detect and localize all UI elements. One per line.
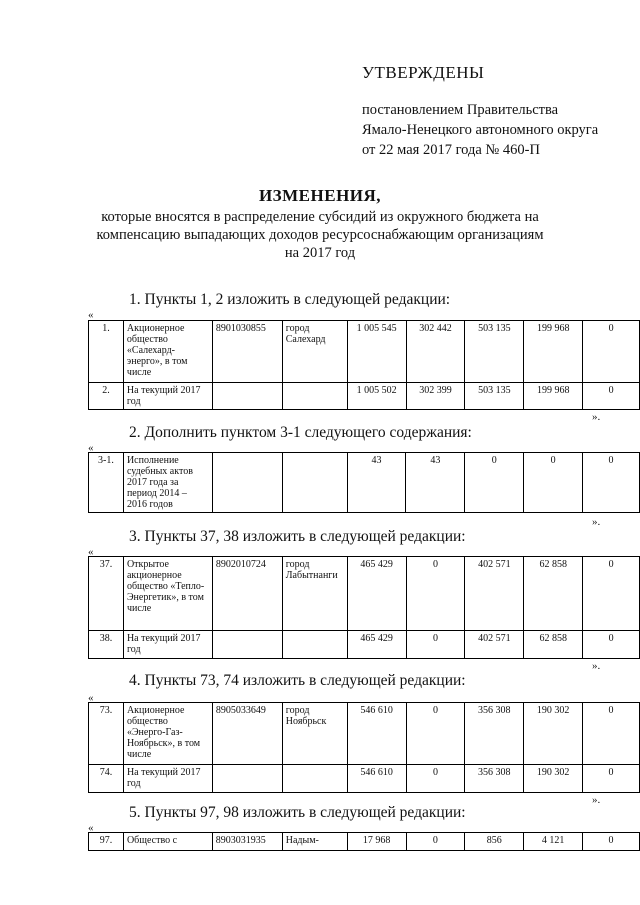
table-cell bbox=[212, 453, 282, 513]
table-row bbox=[89, 557, 640, 631]
table-cell: Акционерное общество «Энерго-Газ-Ноябрьск», в том числе bbox=[123, 703, 212, 765]
approval-line-1: постановлением Правительства bbox=[362, 102, 559, 118]
amendment-table-2 bbox=[88, 452, 640, 513]
table-cell: 97. bbox=[89, 833, 124, 851]
table-cell: 62 858 bbox=[524, 631, 583, 659]
table-cell bbox=[212, 765, 282, 793]
table-cell: 402 571 bbox=[465, 631, 524, 659]
table-cell: 199 968 bbox=[524, 321, 583, 383]
section-heading-2: 2. Дополнить пунктом 3-1 следующего содержания: bbox=[129, 424, 472, 441]
subtitle-line-1: которые вносятся в распределение субсидий из окружного бюджета на bbox=[101, 209, 539, 225]
section-heading-4: 4. Пункты 73, 74 изложить в следующей редакции: bbox=[129, 672, 466, 689]
table-row bbox=[89, 631, 640, 659]
open-quote: « bbox=[88, 442, 94, 454]
table-cell: 0 bbox=[583, 453, 640, 513]
table-row bbox=[89, 321, 640, 383]
table-cell: На текущий 2017 год bbox=[123, 631, 212, 659]
approval-title: УТВЕРЖДЕНЫ bbox=[362, 63, 485, 82]
table-row bbox=[89, 453, 640, 513]
table-cell: город Ноябрьск bbox=[282, 703, 347, 765]
table-cell: 43 bbox=[347, 453, 406, 513]
table-cell: 38. bbox=[89, 631, 124, 659]
table-cell: 0 bbox=[583, 557, 640, 631]
table-cell: 856 bbox=[465, 833, 524, 851]
table-cell: 0 bbox=[524, 453, 583, 513]
table-cell: 0 bbox=[406, 765, 465, 793]
section-heading-1: 1. Пункты 1, 2 изложить в следующей редакции: bbox=[129, 291, 451, 308]
section-heading-5: 5. Пункты 97, 98 изложить в следующей редакции: bbox=[129, 804, 466, 821]
table-cell: 4 121 bbox=[524, 833, 583, 851]
close-quote: ». bbox=[592, 660, 601, 672]
table-cell: 1. bbox=[89, 321, 124, 383]
table-cell: 0 bbox=[583, 631, 640, 659]
table-cell: 190 302 bbox=[524, 703, 583, 765]
table-cell bbox=[282, 765, 347, 793]
close-quote: ». bbox=[592, 794, 601, 806]
close-quote: ». bbox=[592, 516, 601, 528]
table-cell: 503 135 bbox=[465, 321, 524, 383]
table-cell: 0 bbox=[583, 833, 640, 851]
table-cell: 73. bbox=[89, 703, 124, 765]
table-cell bbox=[282, 453, 347, 513]
table-cell: Открытое акционерное общество «Тепло-Энергетик», в том числе bbox=[123, 557, 212, 631]
table-cell: Надым- bbox=[282, 833, 347, 851]
table-cell: 0 bbox=[583, 703, 640, 765]
subtitle-line-3: на 2017 год bbox=[284, 245, 356, 261]
table-cell: 199 968 bbox=[524, 383, 583, 410]
table-row bbox=[89, 703, 640, 765]
table-cell: 1 005 502 bbox=[347, 383, 406, 410]
table-row bbox=[89, 765, 640, 793]
table-cell: Акционерное общество «Салехард-энерго», в том числе bbox=[123, 321, 212, 383]
table-cell: 302 442 bbox=[406, 321, 465, 383]
table-cell: 190 302 bbox=[524, 765, 583, 793]
table-cell: На текущий 2017 год bbox=[123, 765, 212, 793]
approval-line-2: Ямало-Ненецкого автономного округа bbox=[362, 122, 599, 138]
open-quote: « bbox=[88, 822, 94, 834]
table-cell: 8901030855 bbox=[212, 321, 282, 383]
table-cell: 302 399 bbox=[406, 383, 465, 410]
table-cell: 0 bbox=[583, 383, 640, 410]
table-cell: Общество с bbox=[123, 833, 212, 851]
table-row bbox=[89, 833, 640, 851]
amendment-table-3 bbox=[88, 556, 640, 659]
table-cell: город Салехард bbox=[282, 321, 347, 383]
table-cell: 8902010724 bbox=[212, 557, 282, 631]
table-cell: 37. bbox=[89, 557, 124, 631]
table-cell: 465 429 bbox=[347, 631, 406, 659]
approval-line-3: от 22 мая 2017 года № 460-П bbox=[362, 142, 540, 158]
table-cell: 0 bbox=[406, 557, 465, 631]
table-cell: 8903031935 bbox=[212, 833, 282, 851]
table-cell: 0 bbox=[465, 453, 524, 513]
open-quote: « bbox=[88, 546, 94, 558]
table-cell: 74. bbox=[89, 765, 124, 793]
amendment-table-4 bbox=[88, 702, 640, 793]
table-cell: 0 bbox=[583, 321, 640, 383]
table-cell: 546 610 bbox=[347, 765, 406, 793]
table-cell: 62 858 bbox=[524, 557, 583, 631]
table-cell: 43 bbox=[406, 453, 465, 513]
table-cell: 3-1. bbox=[89, 453, 124, 513]
table-cell: 356 308 bbox=[465, 765, 524, 793]
table-cell: Исполнение судебных актов 2017 года за период 2014 – 2016 годов bbox=[123, 453, 212, 513]
table-cell: 402 571 bbox=[465, 557, 524, 631]
amendment-table-1 bbox=[88, 320, 640, 410]
table-cell: 1 005 545 bbox=[347, 321, 406, 383]
table-cell: 0 bbox=[406, 631, 465, 659]
table-cell bbox=[282, 383, 347, 410]
open-quote: « bbox=[88, 692, 94, 704]
table-cell: 0 bbox=[583, 765, 640, 793]
document-title: ИЗМЕНЕНИЯ, bbox=[258, 186, 382, 205]
table-cell: На текущий 2017 год bbox=[123, 383, 212, 410]
amendment-table-5 bbox=[88, 832, 640, 851]
table-cell: город Лабытнанги bbox=[282, 557, 347, 631]
table-cell bbox=[212, 383, 282, 410]
table-cell: 8905033649 bbox=[212, 703, 282, 765]
table-cell: 2. bbox=[89, 383, 124, 410]
table-cell: 465 429 bbox=[347, 557, 406, 631]
table-cell bbox=[282, 631, 347, 659]
close-quote: ». bbox=[592, 411, 601, 423]
subtitle-line-2: компенсацию выпадающих доходов ресурсоснабжающим организациям bbox=[96, 227, 544, 243]
table-cell: 546 610 bbox=[347, 703, 406, 765]
section-heading-3: 3. Пункты 37, 38 изложить в следующей редакции: bbox=[129, 528, 466, 545]
table-cell bbox=[212, 631, 282, 659]
table-cell: 503 135 bbox=[465, 383, 524, 410]
open-quote: « bbox=[88, 309, 94, 321]
table-row bbox=[89, 383, 640, 410]
table-cell: 17 968 bbox=[347, 833, 406, 851]
table-cell: 0 bbox=[406, 833, 465, 851]
table-cell: 0 bbox=[406, 703, 465, 765]
table-cell: 356 308 bbox=[465, 703, 524, 765]
